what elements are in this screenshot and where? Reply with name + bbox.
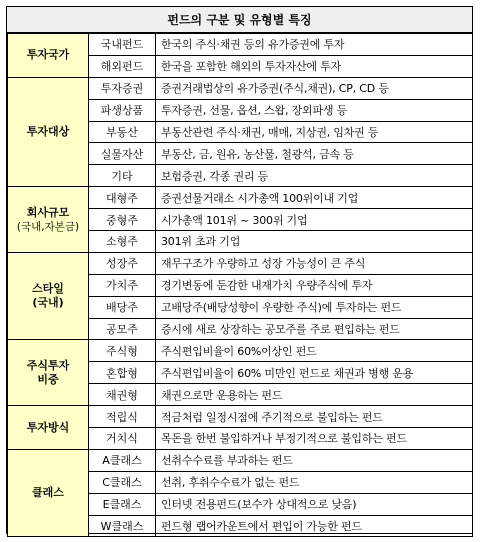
table-row (8, 187, 473, 209)
description-cell: 증권거래법상의 유가증권(주식,채권), CP, CD 등 (156, 77, 473, 99)
description-cell: 채권으로만 운용하는 펀드 (156, 384, 473, 406)
description-cell: 고배당주(배당성향이 우량한 주식)에 투자하는 펀드 (156, 296, 473, 318)
fund-type-cell: C클래스 (89, 471, 156, 493)
description-cell: 경기변동에 둔감한 내재가치 우량주식에 투자 (156, 274, 473, 296)
fund-type-cell: 주식형 (89, 340, 156, 362)
category-label: 스타일 (32, 282, 64, 296)
category-sublabel: (국내,자본금) (16, 220, 80, 233)
category-label: 주식투자 (26, 358, 70, 372)
fund-type-cell: 소형주 (89, 231, 156, 253)
description-cell: 부동산, 금, 원유, 농산물, 철광석, 금속 등 (156, 143, 473, 165)
description-cell: 부동산관련 주식·채권, 매매, 지상권, 임차권 등 (156, 121, 473, 143)
fund-type-cell: A클래스 (89, 449, 156, 471)
fund-type-cell: 국내펀드 (89, 34, 156, 56)
description-cell: 펀드형 랩어카운트에서 편입이 가능한 펀드 (156, 515, 473, 537)
fund-type-cell: 채권형 (89, 384, 156, 406)
fund-type-cell: 배당주 (89, 296, 156, 318)
fund-type-cell: E클래스 (89, 493, 156, 515)
fund-type-cell: 해외펀드 (89, 55, 156, 77)
category-cell (8, 34, 89, 78)
fund-type-cell: 부동산 (89, 121, 156, 143)
description-cell: 인터넷 전용펀드(보수가 상대적으로 낮음) (156, 493, 473, 515)
description-cell: 투자증권, 선물, 옵션, 스왑, 장외파생 등 (156, 99, 473, 121)
category-label: 클래스 (32, 486, 64, 500)
fund-type-cell: 혼합형 (89, 362, 156, 384)
fund-type-cell: 기타 (89, 165, 156, 187)
category-cell (8, 449, 89, 537)
table-row (8, 252, 473, 274)
fund-type-cell: 공모주 (89, 318, 156, 340)
category-cell (8, 252, 89, 340)
description-cell: 선취수수료를 부과하는 펀드 (156, 449, 473, 471)
fund-type-cell: 성장주 (89, 252, 156, 274)
category-cell (8, 340, 89, 406)
fund-type-cell: 실물자산 (89, 143, 156, 165)
table-row (8, 34, 473, 56)
description-cell: 주식편입비율이 60%이상인 펀드 (156, 340, 473, 362)
fund-type-cell: W클래스 (89, 515, 156, 537)
category-sublabel: 비중 (37, 372, 59, 386)
fund-type-cell: 파생상품 (89, 99, 156, 121)
description-cell: 선취, 후취수수료가 없는 펀드 (156, 471, 473, 493)
description-cell: 한국을 포함한 해외의 투자자산에 투자 (156, 55, 473, 77)
category-sublabel: (국내) (32, 296, 64, 310)
description-cell: 적금처럼 일정시점에 주기적으로 불입하는 펀드 (156, 406, 473, 428)
category-label: 투자대상 (26, 125, 70, 138)
fund-type-cell: 가치주 (89, 274, 156, 296)
description-cell: 증권선물거래소 시가총액 100위이내 기업 (156, 187, 473, 209)
fund-type-cell: 대형주 (89, 187, 156, 209)
description-cell: 301위 초과 기업 (156, 231, 473, 253)
table-row (8, 77, 473, 99)
description-cell: 한국의 주식·채권 등의 유가증권에 투자 (156, 34, 473, 56)
fund-type-cell: 거치식 (89, 428, 156, 450)
description-cell: 증시에 새로 상장하는 공모주를 주로 편입하는 펀드 (156, 318, 473, 340)
description-cell: 재무구조가 우량하고 성장 가능성이 큰 주식 (156, 252, 473, 274)
fund-type-cell: 적립식 (89, 406, 156, 428)
fund-classification-table (7, 33, 473, 537)
fund-type-cell: 중형주 (89, 209, 156, 231)
description-cell: 주식편입비율이 60% 미만인 펀드로 채권과 병행 운용 (156, 362, 473, 384)
category-label: 투자국가 (26, 48, 70, 62)
description-cell: 시가총액 101위 ~ 300위 기업 (156, 209, 473, 231)
description-cell: 보험증권, 각종 권리 등 (156, 165, 473, 187)
fund-type-cell: 투자증권 (89, 77, 156, 99)
category-cell (8, 406, 89, 450)
category-cell (8, 77, 89, 186)
description-cell: 목돈을 한번 불입하거나 부정기적으로 불입하는 펀드 (156, 428, 473, 450)
category-cell (8, 187, 89, 253)
category-label: 회사규모 (26, 205, 70, 219)
table-row (8, 449, 473, 471)
category-label: 투자방식 (26, 420, 70, 434)
table-row (8, 406, 473, 428)
table-row (8, 340, 473, 362)
table-title: 펀드의 구분 및 유형별 특징 (7, 7, 472, 33)
